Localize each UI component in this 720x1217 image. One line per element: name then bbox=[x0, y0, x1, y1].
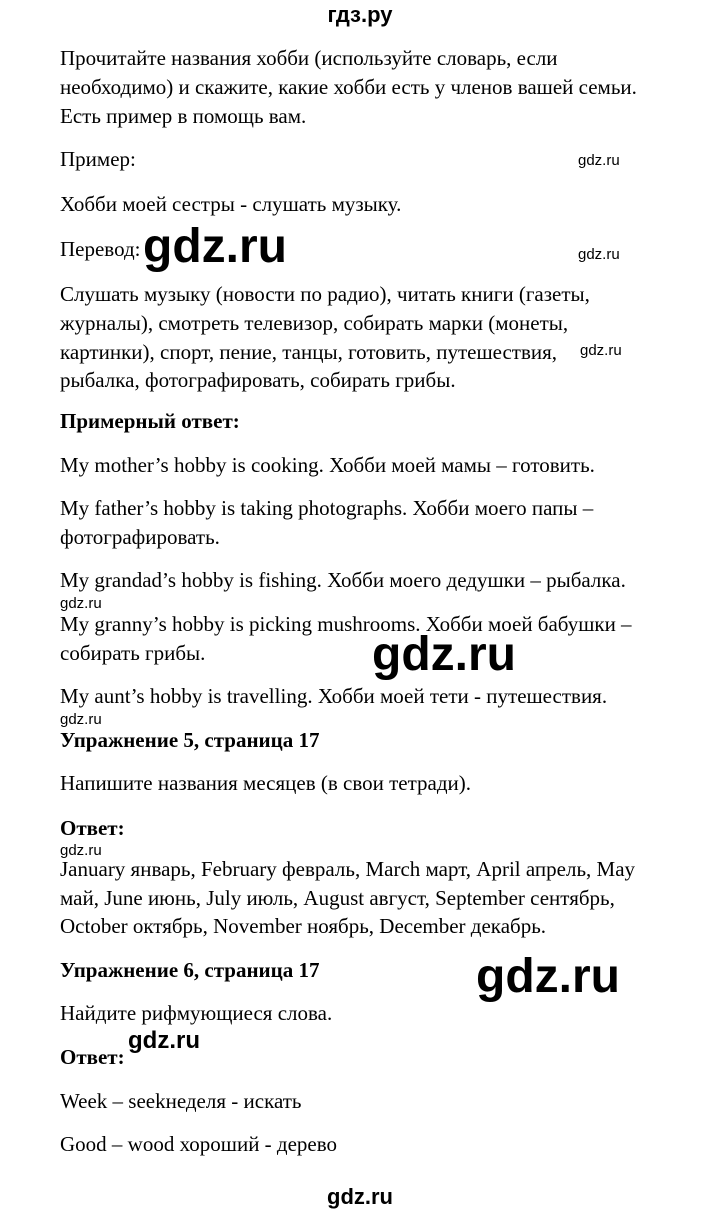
watermark-small: gdz.ru bbox=[60, 595, 102, 612]
watermark-small: gdz.ru bbox=[60, 711, 102, 728]
watermark-small: gdz.ru bbox=[580, 342, 622, 359]
sample-answer-line: My aunt’s hobby is travelling. Хобби моей тети - путешествия. bbox=[60, 684, 608, 708]
exercise-6-answer-line: Week – seekнеделя - искать bbox=[60, 1089, 302, 1113]
intro-line-3: Есть пример в помощь вам. bbox=[60, 104, 307, 128]
translation-line-2: журналы), смотреть телевизор, собирать марки (монеты, bbox=[60, 311, 569, 335]
footer-watermark: gdz.ru bbox=[327, 1184, 393, 1209]
sample-answer-line: My father’s hobby is taking photographs. Хобби моего папы – bbox=[60, 496, 594, 520]
watermark-small: gdz.ru bbox=[60, 842, 102, 859]
translation-line-1: Слушать музыку (новости по радио), читать книги (газеты, bbox=[60, 282, 590, 306]
watermark-big: gdz.ru bbox=[143, 220, 287, 273]
sample-answer-line: My granny’s hobby is picking mushrooms. Хобби моей бабушки – bbox=[60, 612, 632, 636]
exercise-5-answer-line: January январь, February февраль, March март, April апрель, May bbox=[60, 857, 636, 881]
watermark-big: gdz.ru bbox=[476, 950, 620, 1003]
translation-label: Перевод: bbox=[60, 237, 141, 261]
exercise-5-heading: Упражнение 5, страница 17 bbox=[60, 728, 320, 752]
exercise-6-answer-line: Good – wood хороший - дерево bbox=[60, 1132, 338, 1156]
sample-answer-line: фотографировать. bbox=[60, 525, 220, 549]
exercise-5-answer-line: май, June июнь, July июль, August август, September сентябрь, bbox=[60, 886, 615, 910]
intro-line-1: Прочитайте названия хобби (используйте словарь, если bbox=[60, 46, 558, 70]
sample-answer-line: собирать грибы. bbox=[60, 641, 206, 665]
site-header: гдз.ру bbox=[327, 2, 393, 27]
exercise-6-heading: Упражнение 6, страница 17 bbox=[60, 958, 320, 982]
intro-line-2: необходимо) и скажите, какие хобби есть у членов вашей семьи. bbox=[60, 75, 637, 99]
watermark-small: gdz.ru bbox=[578, 246, 620, 263]
exercise-5-answer-line: October октябрь, November ноябрь, December декабрь. bbox=[60, 914, 547, 938]
exercise-6-task: Найдите рифмующиеся слова. bbox=[60, 1001, 333, 1025]
watermark-small: gdz.ru bbox=[578, 152, 620, 169]
sample-answer-line: My mother’s hobby is cooking. Хобби моей мамы – готовить. bbox=[60, 453, 595, 477]
translation-line-3: картинки), спорт, пение, танцы, готовить, путешествия, bbox=[60, 340, 558, 364]
watermark-medium: gdz.ru bbox=[128, 1027, 200, 1054]
example-text: Хобби моей сестры - слушать музыку. bbox=[60, 192, 402, 216]
exercise-5-task: Напишите названия месяцев (в свои тетради). bbox=[60, 771, 472, 795]
exercise-6-answer-label: Ответ: bbox=[60, 1045, 125, 1069]
exercise-5-answer-label: Ответ: bbox=[60, 816, 125, 840]
watermark-big: gdz.ru bbox=[372, 628, 516, 681]
translation-line-4: рыбалка, фотографировать, собирать грибы. bbox=[60, 368, 456, 392]
example-label: Пример: bbox=[60, 147, 136, 171]
sample-answer-line: My grandad’s hobby is fishing. Хобби моего дедушки – рыбалка. bbox=[60, 568, 626, 592]
sample-answer-heading: Примерный ответ: bbox=[60, 409, 240, 433]
